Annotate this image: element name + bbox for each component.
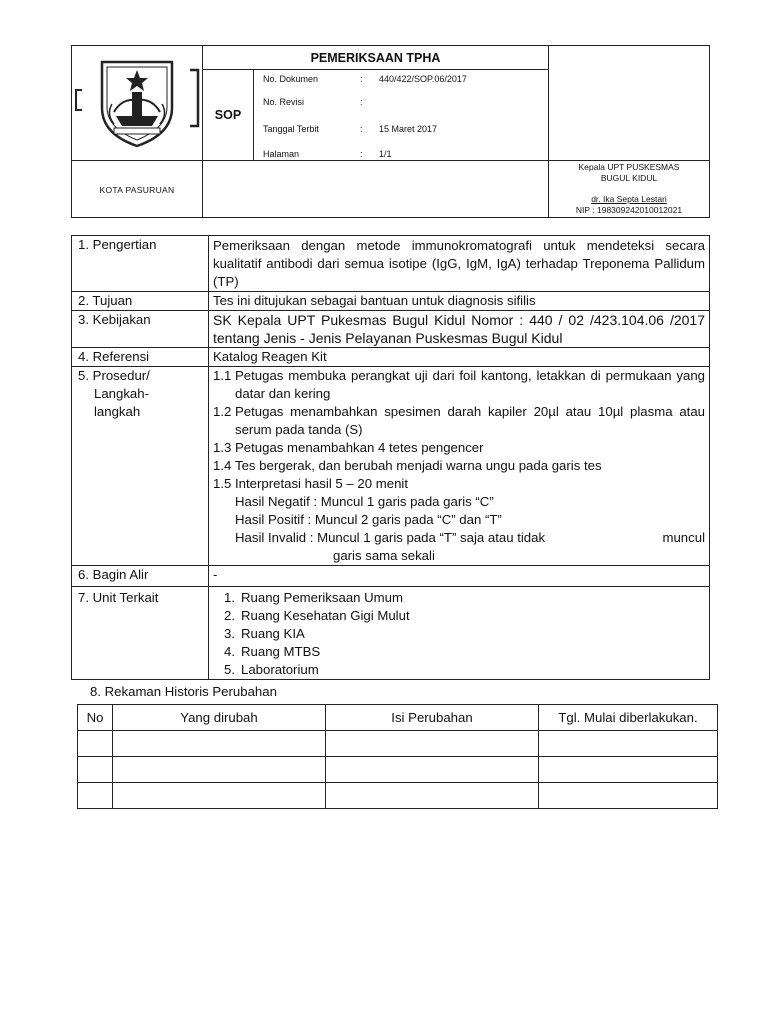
meta-row-revisi: [263, 98, 548, 121]
step-number: 1.2: [213, 404, 232, 419]
logo-cell: [72, 46, 203, 161]
meta-row-dokumen: [263, 75, 548, 98]
row-label: 2. Tujuan: [72, 292, 209, 311]
table-row: [78, 757, 718, 783]
step-text: Petugas menambahkan spesimen darah kapiler 20µl atau 10µl plasma atau serum pada tanda (S): [235, 404, 705, 437]
row-content: Pemeriksaan dengan metode immunokromatografi untuk mendeteksi secara kualitatif antibodi dari semua isotipe (IgG, IgM, IgA) terhadap Treponema Pallidum (TP): [209, 236, 710, 292]
list-item: [213, 589, 705, 607]
row-content: Tes ini ditujukan sebagai bantuan untuk diagnosis sifilis: [209, 292, 710, 311]
history-title: 8. Rekaman Historis Perubahan: [90, 684, 277, 699]
table-cell: [539, 783, 718, 809]
table-cell: [326, 731, 539, 757]
row-label: 4. Referensi: [72, 348, 209, 367]
step-item: [213, 457, 705, 475]
table-row: [78, 783, 718, 809]
table-cell: [78, 757, 113, 783]
meta-value: 1/1: [379, 149, 392, 159]
column-header: Isi Perubahan: [326, 705, 539, 731]
list-number: 5.: [224, 662, 235, 677]
table-cell: [326, 783, 539, 809]
list-number: 4.: [224, 644, 235, 659]
meta-row-tanggal: [263, 121, 548, 146]
result-positif: Hasil Positif : Muncul 2 garis pada “C” dan “T”: [235, 512, 502, 527]
step-text: Petugas membuka perangkat uji dari foil kantong, letakkan di permukaan yang datar dan kering: [235, 368, 705, 401]
result-invalid-continued: garis sama sekali: [333, 548, 435, 563]
table-cell: [326, 757, 539, 783]
procedure-steps: [209, 367, 710, 566]
row-bagin-alir: [72, 566, 710, 587]
bracket-decoration-left-icon: [74, 88, 84, 112]
list-item: [213, 643, 705, 661]
city-name: KOTA PASURUAN: [99, 185, 175, 195]
row-content: -: [209, 566, 710, 587]
list-text: Ruang KIA: [241, 626, 305, 641]
row-pengertian: [72, 236, 710, 292]
row-referensi: [72, 348, 710, 367]
row-tujuan: [72, 292, 710, 311]
step-number: 1.3: [213, 440, 232, 455]
list-item: [213, 625, 705, 643]
meta-label: Halaman: [263, 149, 300, 159]
step-number: 1.1: [213, 368, 232, 383]
signatory-nip: NIP : 198309242010012021: [575, 205, 683, 215]
sop-header-table: [71, 45, 710, 218]
city-cell: [72, 161, 203, 218]
meta-sep: :: [360, 74, 363, 84]
signatory-cell: [549, 161, 710, 218]
blank-top-right-cell: [549, 46, 710, 161]
signatory-office: BUGUL KIDUL: [600, 173, 658, 183]
sop-label: SOP: [203, 70, 254, 160]
table-cell: [539, 757, 718, 783]
row-prosedur: [72, 367, 710, 566]
column-header: No: [78, 705, 113, 731]
signatory-name: dr. Ika Septa Lestari: [591, 194, 667, 204]
column-header: Yang dirubah: [113, 705, 326, 731]
table-cell: [113, 783, 326, 809]
list-number: 1.: [224, 590, 235, 605]
list-text: Ruang Kesehatan Gigi Mulut: [241, 608, 410, 623]
step-item: [213, 439, 705, 457]
bracket-decoration-icon: [188, 68, 202, 128]
regional-emblem-logo: [92, 54, 182, 150]
step-item: [213, 403, 705, 439]
result-invalid: [213, 529, 705, 547]
meta-row-halaman: [263, 146, 548, 164]
row-content: Katalog Reagen Kit: [209, 348, 710, 367]
step-text: Tes bergerak, dan berubah menjadi warna ungu pada garis tes: [235, 458, 602, 473]
list-text: Ruang Pemeriksaan Umum: [241, 590, 403, 605]
table-row: [78, 731, 718, 757]
row-label: 6. Bagin Alir: [72, 566, 209, 587]
row-content: SK Kepala UPT Pukesmas Bugul Kidul Nomor : 440 / 02 /423.104.06 /2017 tentang Jenis - Jenis Pelayanan Puskesmas Bugul Kidul: [209, 311, 710, 348]
list-item: [213, 607, 705, 625]
meta-value: 15 Maret 2017: [379, 124, 438, 134]
meta-sep: :: [360, 149, 363, 159]
row-unit-terkait: [72, 587, 710, 680]
table-cell: [78, 783, 113, 809]
list-number: 2.: [224, 608, 235, 623]
step-number: 1.5: [213, 476, 232, 491]
blank-bottom-middle-cell: [203, 161, 549, 218]
doc-meta-list: [254, 70, 548, 160]
table-cell: [113, 757, 326, 783]
history-header-row: [78, 705, 718, 731]
meta-value: 440/422/SOP.06/2017: [379, 74, 467, 84]
label-line: Langkah-: [94, 386, 149, 401]
list-text: Laboratorium: [241, 662, 319, 677]
meta-label: Tanggal Terbit: [263, 124, 319, 134]
step-item: [213, 367, 705, 403]
label-line: langkah: [94, 404, 141, 419]
column-header: Tgl. Mulai diberlakukan.: [539, 705, 718, 731]
meta-label: No. Revisi: [263, 97, 305, 107]
title-meta-cell: [203, 46, 549, 161]
unit-list: [209, 587, 710, 680]
table-cell: [78, 731, 113, 757]
result-invalid-tail: muncul: [662, 530, 705, 545]
step-text: Petugas menambahkan 4 tetes pengencer: [235, 440, 484, 455]
sop-content-table: [71, 235, 710, 680]
list-number: 3.: [224, 626, 235, 641]
row-kebijakan: [72, 311, 710, 348]
history-table: [77, 704, 718, 809]
meta-sep: :: [360, 124, 363, 134]
result-invalid-text: Hasil Invalid : Muncul 1 garis pada “T” saja atau tidak: [235, 530, 546, 545]
table-cell: [113, 731, 326, 757]
label-line: 5. Prosedur/: [78, 368, 150, 383]
list-item: [213, 661, 705, 679]
doc-title: PEMERIKSAAN TPHA: [203, 46, 548, 70]
result-negatif: Hasil Negatif : Muncul 1 garis pada garis “C”: [235, 494, 494, 509]
step-number: 1.4: [213, 458, 232, 473]
row-label: [72, 367, 209, 566]
row-label: 3. Kebijakan: [72, 311, 209, 348]
step-text: Interpretasi hasil 5 – 20 menit: [235, 476, 408, 491]
row-label: 7. Unit Terkait: [72, 587, 209, 680]
signatory-title: Kepala UPT PUSKESMAS: [578, 162, 680, 172]
step-item: [213, 475, 705, 493]
table-cell: [539, 731, 718, 757]
meta-sep: :: [360, 97, 363, 107]
list-text: Ruang MTBS: [241, 644, 321, 659]
meta-label: No. Dokumen: [263, 74, 319, 84]
row-label: 1. Pengertian: [72, 236, 209, 292]
